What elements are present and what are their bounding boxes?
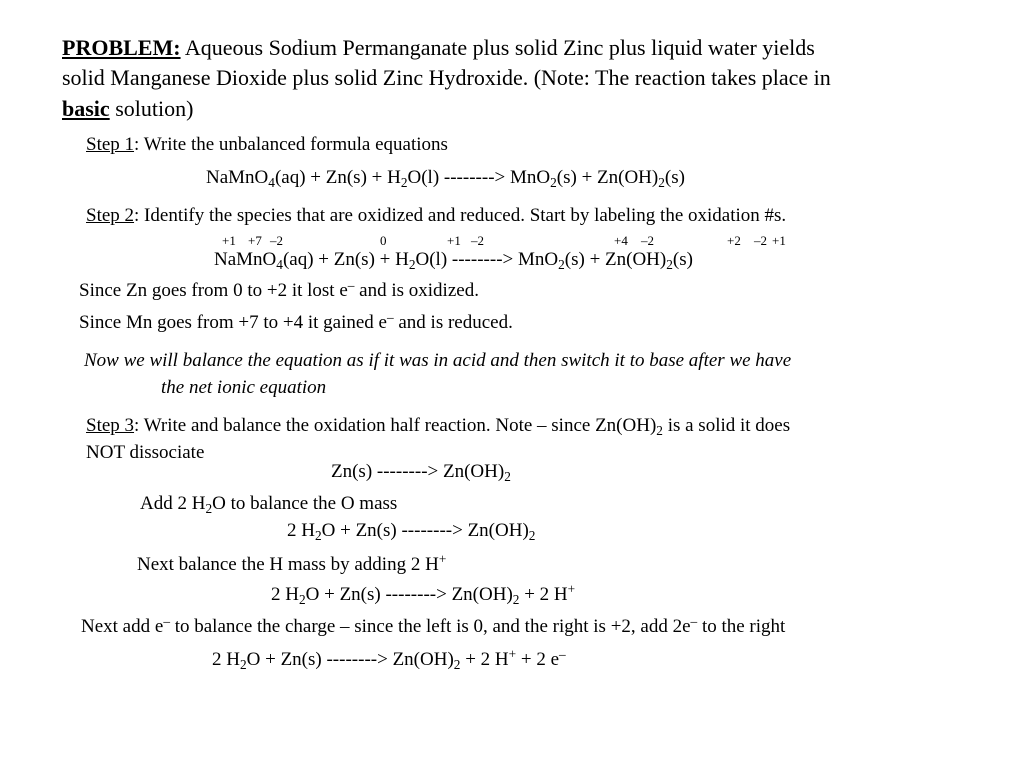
acid-base-note-2: the net ionic equation	[161, 377, 327, 398]
eq-part: to balance the charge – since the left is 0, and the right is +2, add 2e	[169, 616, 691, 637]
zn-text-b: and is oxidized.	[354, 280, 479, 301]
eq-part: NaMnO	[214, 249, 277, 270]
eq-part: 2 H	[212, 649, 240, 670]
eq-part: (s)	[664, 167, 685, 188]
problem-line-1	[62, 37, 815, 59]
eq-sub: 2	[453, 656, 461, 672]
eq-sub: 4	[268, 174, 275, 190]
eq-sup: +	[508, 646, 517, 662]
eq-part: (s) + Zn(OH)	[564, 249, 667, 270]
eq-part: + 2 e	[516, 649, 560, 670]
eq-part: Next add e	[81, 616, 164, 637]
step3-text-b: is a solid it does	[662, 415, 791, 436]
ox-oh-h: +1	[772, 233, 786, 248]
eq-part: (s)	[672, 249, 693, 270]
eq-part: O + Zn(s) --------> Zn(OH)	[246, 649, 454, 670]
eq-sub: 4	[276, 256, 283, 272]
basic-word: basic	[62, 96, 110, 121]
eq-sub: 2	[558, 256, 565, 272]
eq-sub: 2	[239, 656, 247, 672]
step1-text: : Write the unbalanced formula equations	[134, 134, 448, 155]
problem-label: PROBLEM:	[62, 35, 181, 60]
eq-part: 2 H	[287, 520, 315, 541]
ox-mno2-mn: +4	[614, 233, 628, 248]
eq-sub: 2	[504, 468, 511, 484]
step2-heading	[86, 206, 786, 225]
eq-sub: 2	[656, 422, 663, 438]
eq-sup: –	[163, 613, 170, 629]
eq-sub: 2	[298, 591, 306, 607]
eq-sub: 2	[528, 527, 536, 543]
step2-label: Step 2	[86, 205, 135, 226]
eq-part: (aq) + Zn(s) + H	[274, 167, 401, 188]
eq-part: O + Zn(s) --------> Zn(OH)	[321, 520, 529, 541]
ox-mn: +7	[248, 233, 262, 248]
step1-heading	[86, 135, 448, 154]
eq-sub: 2	[314, 527, 322, 543]
step1-label: Step 1	[86, 134, 135, 155]
step1-equation	[206, 167, 685, 190]
eq-sub: 2	[512, 591, 520, 607]
ox-na: +1	[222, 233, 236, 248]
ox-h2o-o: –2	[471, 233, 484, 248]
eq-part: Add 2 H	[140, 493, 206, 514]
eq-sub: 2	[205, 500, 213, 516]
problem-line-2: solid Manganese Dioxide plus solid Zinc Hydroxide. (Note: The reaction takes place in	[62, 65, 831, 90]
balance-charge-text	[81, 613, 786, 637]
problem-line-3	[62, 98, 193, 120]
eq-part: O(l) --------> MnO	[407, 167, 551, 188]
eq-sup: +	[438, 551, 447, 567]
add-h2o-text	[140, 493, 398, 516]
eq-part: NaMnO	[206, 167, 269, 188]
step3-text-a: : Write and balance the oxidation half reaction. Note – since Zn(OH)	[134, 415, 657, 436]
eq-part: (aq) + Zn(s) + H	[282, 249, 409, 270]
step3-label: Step 3	[86, 415, 135, 436]
eq-part: Zn(s) --------> Zn(OH)	[331, 461, 505, 482]
eq-part: O(l) --------> MnO	[415, 249, 559, 270]
electron-sup: –	[386, 309, 394, 325]
half-reaction-1	[331, 461, 511, 484]
eq-sup: –	[559, 646, 566, 662]
ox-oh-o: –2	[754, 233, 767, 248]
ox-zn: 0	[380, 233, 387, 248]
eq-sub: 2	[408, 256, 416, 272]
ox-h: +1	[447, 233, 461, 248]
eq-sup: +	[567, 581, 576, 597]
half-reaction-2	[287, 520, 536, 543]
eq-part: + 2 H	[460, 649, 509, 670]
ox-mno2-o: –2	[641, 233, 654, 248]
mn-text-b: and is reduced.	[393, 312, 513, 333]
step2-text: : Identify the species that are oxidized and reduced. Start by labeling the oxidation #s.	[134, 205, 787, 226]
problem-text-1: Aqueous Sodium Permanganate plus solid Zinc plus liquid water yields	[184, 35, 815, 60]
zn-text-a: Since Zn goes from 0 to +2 it lost e	[79, 280, 348, 301]
eq-part: (s) + Zn(OH)	[556, 167, 659, 188]
eq-sup: –	[690, 613, 698, 629]
balance-h-text	[137, 551, 447, 575]
mn-reduced-line	[79, 309, 513, 333]
electron-sup: –	[347, 277, 355, 293]
step3-heading-line-2: NOT dissociate	[86, 442, 205, 463]
ox-o: –2	[270, 233, 283, 248]
problem-text-3: solution)	[109, 96, 194, 121]
eq-part: Next balance the H mass by adding 2 H	[137, 554, 439, 575]
zn-oxidized-line	[79, 277, 479, 301]
mn-text-a: Since Mn goes from +7 to +4 it gained e	[79, 312, 387, 333]
eq-part: O + Zn(s) --------> Zn(OH)	[305, 584, 513, 605]
step2-equation	[214, 249, 693, 272]
eq-part: to the right	[697, 616, 786, 637]
eq-sub: 2	[400, 174, 408, 190]
eq-sub: 2	[658, 174, 665, 190]
eq-part: 2 H	[271, 584, 299, 605]
eq-part: O to balance the O mass	[212, 493, 398, 514]
acid-base-note-1: Now we will balance the equation as if it was in acid and then switch it to base after we have	[84, 350, 792, 371]
half-reaction-4	[212, 646, 566, 672]
eq-part: + 2 H	[519, 584, 568, 605]
eq-sub: 2	[666, 256, 673, 272]
half-reaction-3	[271, 581, 576, 607]
ox-zn-oh: +2	[727, 233, 741, 248]
eq-sub: 2	[550, 174, 557, 190]
step3-heading	[86, 415, 791, 438]
